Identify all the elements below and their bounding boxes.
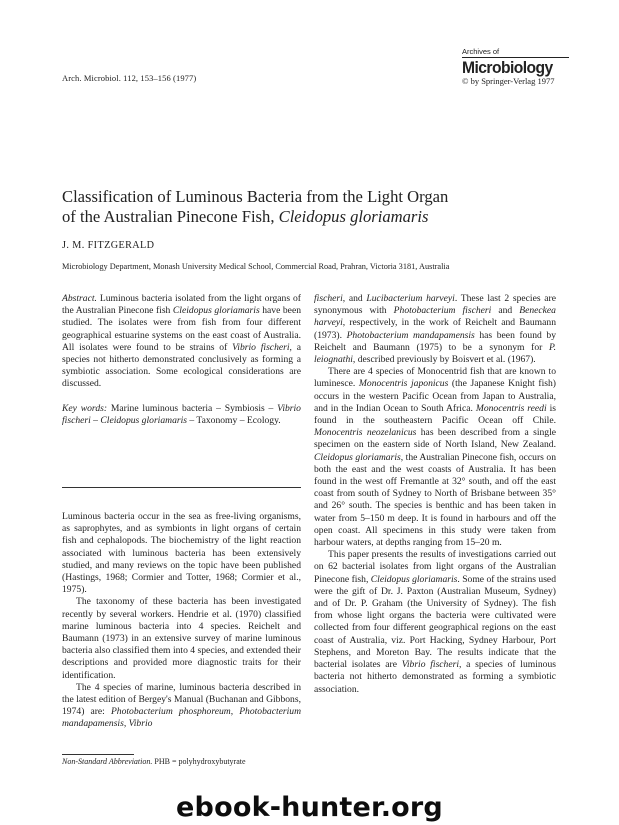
author-name: J. M. FITZGERALD xyxy=(62,240,155,251)
article-title xyxy=(62,187,562,227)
footnote-rule xyxy=(62,754,134,755)
watermark-text: ebook-hunter.org xyxy=(176,792,443,823)
keywords: Key words: Marine luminous bacteria – Symbiosis – Vibrio fischeri – Cleidopus gloriamaris – Taxonomy – Ecology. xyxy=(62,403,301,427)
masthead-archives-label: Archives of xyxy=(462,47,500,56)
body-paragraph: fischeri, and Lucibacterium harveyi. These last 2 species are synonymous with Photobacterium fischeri and Beneckea harveyi, respectively, in the work of Reichelt and Baumann (1973). Photobacterium mandapamensis has been found by Reichelt and Baumann (1975) to be a synonym for P. leiognathi, described previously by Boisvert et al. (1967). xyxy=(314,293,557,366)
abstract-label: Abstract. xyxy=(62,293,97,304)
intro-paragraph: Luminous bacteria occur in the sea as free-living organisms, as saprophytes, and as symbionts in light organs of certain fish and cephalopods. The biochemistry of the light reaction associated with luminous bacteria has been extensively studied, and many reviews on the topic have been published (Hastings, 1968; Cormier and Totter, 1968; Cormier et al., 1975). xyxy=(62,511,301,596)
introduction-text xyxy=(62,511,301,731)
body-paragraph: There are 4 species of Monocentrid fish that are known to luminesce. Monocentris japonicus (the Japanese Knight fish) occurs in the western Pacific Ocean from Japan to Australia, and in the Indian Ocean to South Africa. Monocentris reedi is found in the southeastern Pacific Ocean off Chile. Monocentris neozelanicus has been described from a single specimen on the eastern side of North Island, New Zealand. Cleidopus gloriamaris, the Australian Pinecone fish, occurs on both the east and the west coasts of Australia. It has been found in the west off Fremantle at 32° south, and off the east coast from south of Sydney to North of Brisbane between 35° and 26° south. The species is benthic and has been taken in water from 5–150 m deep. It is found in harbours and off the open coast. All specimens in this study were taken from harbour waters, at depths ranging from 15–20 m. xyxy=(314,366,557,549)
author-affiliation: Microbiology Department, Monash University Medical School, Commercial Road, Prahran, Victoria 3181, Australia xyxy=(62,262,450,271)
intro-paragraph: The taxonomy of these bacteria has been investigated recently by several workers. Hendrie et al. (1970) classified marine luminous bacteria into 4 species. Reichelt and Baumann (1973) in an extensive survey of marine luminous bacteria also classified them into 4 species, and extended their descriptions and provided more diagnostic traits for their identification. xyxy=(62,596,301,681)
title-line-2: of the Australian Pinecone Fish, xyxy=(62,207,279,226)
right-column-text xyxy=(314,293,556,696)
abstract: Abstract. Luminous bacteria isolated from the light organs of the Australian Pinecone fish Cleidopus gloriamaris have been studied. The isolates were from fish from four different geographical estuarine systems on the east coast of Australia. All isolates were found to be strains of Vibrio fischeri, a species not hitherto demonstrated conclusively as forming a symbiotic association. Some ecological considerations are discussed. xyxy=(62,293,302,390)
section-divider xyxy=(62,487,301,488)
journal-citation: Arch. Microbiol. 112, 153–156 (1977) xyxy=(62,73,197,83)
masthead-journal-logo: Microbiology xyxy=(462,58,553,77)
journal-masthead xyxy=(462,47,572,86)
title-species-name: Cleidopus gloriamaris xyxy=(278,207,429,226)
footnote: Non-Standard Abbreviation. PHB = polyhydroxybutyrate xyxy=(62,757,246,766)
title-line-1: Classification of Luminous Bacteria from the Light Organ xyxy=(62,187,449,206)
keywords-label: Key words: xyxy=(62,403,108,414)
intro-paragraph: The 4 species of marine, luminous bacteria described in the latest edition of Bergey's Manual (Buchanan and Gibbons, 1974) are: Photobacterium phosphoreum, Photobacterium mandapamensis, Vibrio xyxy=(62,681,302,730)
body-paragraph: This paper presents the results of investigations carried out on 62 bacterial isolates from light organs of the Australian Pinecone fish, Cleidopus gloriamaris. Some of the strains used were the gift of Dr. J. Paxton (Australian Museum, Sydney) and of Dr. P. Graham (the University of Sydney). The fish from whose light organs the bacteria were cultivated were collected from four different geographical regions on the east coast of Australia, viz. Port Hacking, Sydney Harbour, Port Stephens, and Moreton Bay. The results indicate that the bacterial isolates are Vibrio fischeri, a species of luminous bacteria not hitherto demonstrated as forming a symbiotic association. xyxy=(314,549,556,695)
masthead-copyright: © by Springer-Verlag 1977 xyxy=(462,76,555,86)
